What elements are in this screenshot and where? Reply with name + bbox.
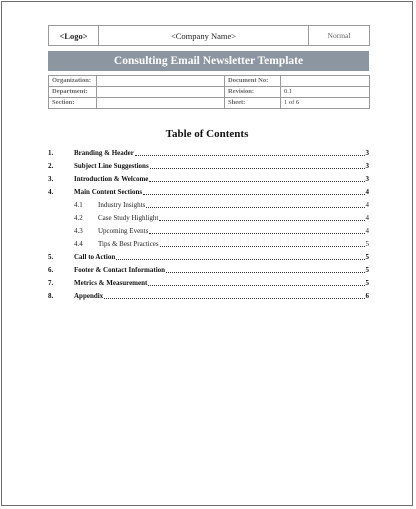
- toc-entry-page: 4: [365, 201, 369, 209]
- toc-entry-page: 3: [365, 175, 369, 183]
- toc-entry-page: 5: [365, 279, 369, 287]
- toc-entry-number: 4.2: [74, 214, 83, 222]
- organization-label: Organization:: [49, 76, 97, 87]
- style-label: Normal: [309, 26, 370, 46]
- revision-value: 0.1: [281, 87, 370, 98]
- toc-entry-introduction[interactable]: [48, 174, 369, 184]
- toc-heading: Table of Contents: [165, 128, 249, 140]
- toc-dot-leader: [135, 154, 365, 156]
- toc-entry-title: Main Content Sections: [74, 188, 143, 196]
- toc-entry-number: 3.: [48, 175, 54, 183]
- section-label: Section:: [49, 98, 97, 109]
- toc-entry-tips[interactable]: [48, 239, 369, 249]
- toc-entry-call-to-action[interactable]: [48, 252, 369, 262]
- organization-value: [97, 76, 225, 87]
- toc-entry-page: 5: [365, 253, 369, 261]
- toc-entry-title: Upcoming Events: [98, 227, 149, 235]
- toc-dot-leader: [148, 284, 364, 286]
- toc-entry-number: 4.3: [74, 227, 83, 235]
- document-no-label: Document No:: [225, 76, 281, 87]
- toc-entry-number: 5.: [48, 253, 54, 261]
- toc-entry-page: 4: [365, 227, 369, 235]
- section-value: [97, 98, 225, 109]
- document-page: [1, 1, 413, 506]
- toc-entry-page: 5: [365, 240, 369, 248]
- toc-entry-upcoming-events[interactable]: [48, 226, 369, 236]
- toc-entry-title: Metrics & Measurement: [74, 279, 148, 287]
- toc-entry-page: 4: [365, 214, 369, 222]
- sheet-value: 1 of 6: [281, 98, 370, 109]
- toc-entry-number: 1.: [48, 149, 54, 157]
- toc-entry-number: 7.: [48, 279, 54, 287]
- toc-entry-title: Footer & Contact Information: [74, 266, 166, 274]
- toc-entry-branding-header[interactable]: [48, 148, 369, 158]
- toc-entry-number: 4.1: [74, 201, 83, 209]
- toc-entry-number: 2.: [48, 162, 54, 170]
- toc-entry-metrics[interactable]: [48, 278, 369, 288]
- toc-entry-title: Call to Action: [74, 253, 116, 261]
- toc-entry-title: Industry Insights: [98, 201, 146, 209]
- toc-entry-main-content[interactable]: [48, 187, 369, 197]
- toc-entry-title: Appendix: [74, 292, 104, 300]
- department-value: [97, 87, 225, 98]
- toc-entry-number: 4.: [48, 188, 54, 196]
- toc-entry-number: 6.: [48, 266, 54, 274]
- toc-entry-title: Case Study Highlight: [98, 214, 159, 222]
- toc-entry-page: 6: [365, 292, 369, 300]
- department-label: Department:: [49, 87, 97, 98]
- toc-entry-case-study[interactable]: [48, 213, 369, 223]
- toc-dot-leader: [150, 167, 365, 169]
- document-no-value: [281, 76, 370, 87]
- document-title: Consulting Email Newsletter Template: [48, 51, 369, 71]
- toc-entry-page: 5: [365, 266, 369, 274]
- toc-entry-footer-contact[interactable]: [48, 265, 369, 275]
- toc-entry-page: 4: [365, 188, 369, 196]
- logo-placeholder: <Logo>: [49, 26, 99, 46]
- company-name: <Company Name>: [99, 26, 309, 46]
- toc-entry-appendix[interactable]: [48, 291, 369, 301]
- toc-entry-page: 3: [365, 149, 369, 157]
- toc-dot-leader: [159, 219, 364, 221]
- toc-entry-title: Subject Line Suggestions: [74, 162, 149, 170]
- toc-dot-leader: [104, 297, 364, 299]
- sheet-label: Sheet:: [225, 98, 281, 109]
- revision-label: Revision:: [225, 87, 281, 98]
- header-table: [48, 25, 370, 46]
- toc-dot-leader: [146, 206, 364, 208]
- toc-entry-page: 3: [365, 162, 369, 170]
- document-info-table: [48, 75, 370, 109]
- toc-entry-title: Introduction & Welcome: [74, 175, 149, 183]
- toc-entry-title: Branding & Header: [74, 149, 134, 157]
- toc-entry-number: 4.4: [74, 240, 83, 248]
- toc-entry-industry-insights[interactable]: [48, 200, 369, 210]
- toc-dot-leader: [143, 193, 364, 195]
- toc-dot-leader: [116, 258, 364, 260]
- toc-dot-leader: [166, 271, 364, 273]
- toc-entry-number: 8.: [48, 292, 54, 300]
- toc-entry-subject-line[interactable]: [48, 161, 369, 171]
- toc-dot-leader: [160, 245, 365, 247]
- toc-dot-leader: [149, 232, 364, 234]
- toc-dot-leader: [149, 180, 364, 182]
- toc-entry-title: Tips & Best Practices: [98, 240, 159, 248]
